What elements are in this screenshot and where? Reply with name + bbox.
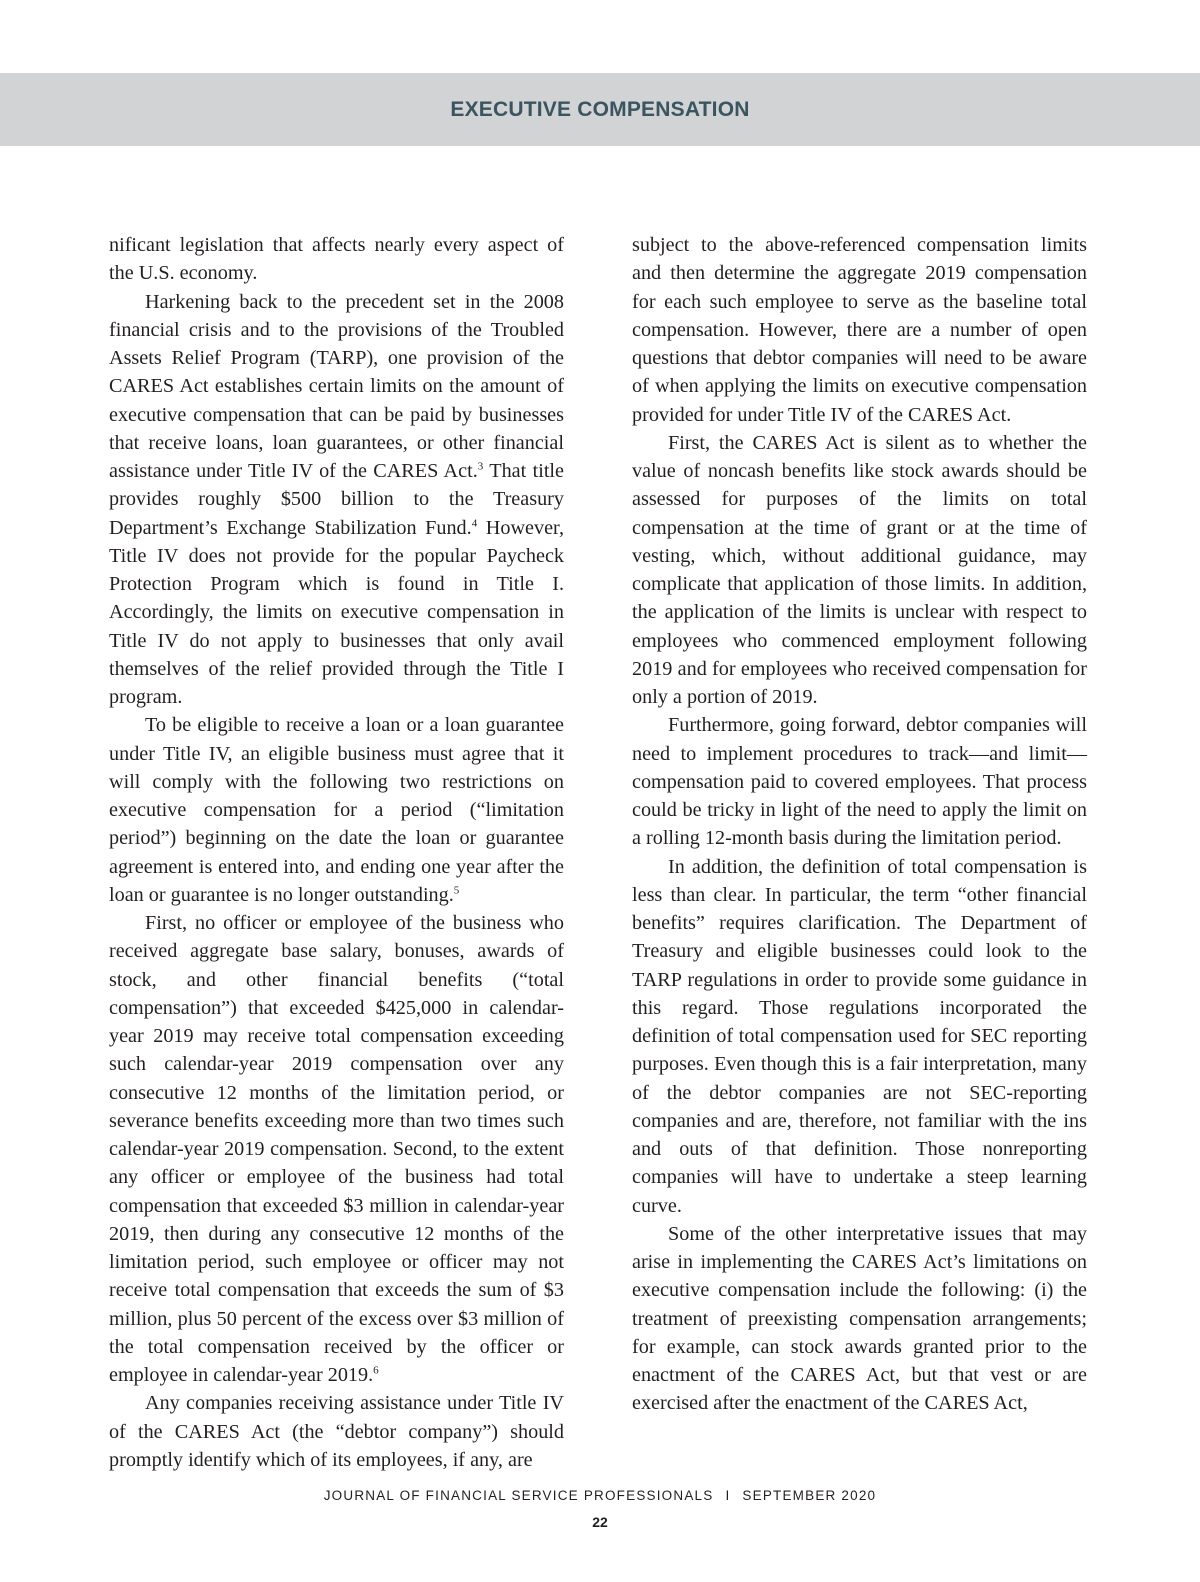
paragraph-text: First, no officer or employee of the business who received aggregate base salary, bonuses, awards of stock, and other financial benefits (“total compensation”) that exceeded $425,000 in calendar-year 2019 may receive total compensation exceeding such calendar-year 2019 compensation over any consecutive 12 months of the limitation period, or severance benefits exceeding more than two times such calendar-year 2019 compensation. Second, to the extent any officer or employee of the business had total compensation that exceeded $3 million in calendar-year 2019, then during any consecutive 12 months of the limitation period, such employee or officer may not receive total compensation that exceeds the sum of $3 million, plus 50 percent of the excess over $3 million of the total compensation received by the officer or employee in calendar-year 2019. xyxy=(109,912,564,1386)
paragraph: In addition, the definition of total compensation is less than clear. In particular, the term “other financial benefits” requires clarification. The Department of Treasury and eligible businesses could look to the TARP regulations in order to provide some guidance in this regard. Those regulations incorporated the definition of total compensation used for SEC reporting purposes. Even though this is a fair interpretation, many of the debtor companies are not SEC-reporting companies and are, therefore, not familiar with the ins and outs of that definition. Those nonreporting companies will have to undertake a steep learning curve. xyxy=(632,855,1087,1217)
paragraph-text: However, Title IV does not provide for the popular Paycheck Protection Program which is found in Title I. Accordingly, the limits on executive compensation in Title IV do not apply to businesses that only avail themselves of the relief provided through the Title I program. xyxy=(109,516,564,708)
paragraph: subject to the above-referenced compensation limits and then determine the aggregate 2019 compensation for each such employee to serve as the baseline total compensation. However, there are a number of open questions that debtor companies will need to be aware of when applying the limits on executive compensation provided for under Title IV of the CARES Act. xyxy=(632,234,1087,426)
paragraph-text: That title provides roughly $500 billion to the Treasury Department’s Exchange Stabilization Fund. xyxy=(109,460,564,539)
journal-name: JOURNAL OF FINANCIAL SERVICE PROFESSIONALS xyxy=(323,1488,714,1503)
footnote-ref: 5 xyxy=(453,884,460,897)
paragraph-text: Harkening back to the precedent set in the 2008 financial crisis and to the provisions of the Troubled Assets Relief Program (TARP), one provision of the CARES Act establishes certain limits on the amount of executive compensation that can be paid by businesses that receive loans, loan guarantees, or other financial assistance under Title IV of the CARES Act. xyxy=(109,290,564,482)
paragraph-text: To be eligible to receive a loan or a loan guarantee under Title IV, an eligible business must agree that it will comply with the following two restrictions on executive compensation for a period (“limitation period”) beginning on the date the loan or guarantee agreement is entered into, and ending one year after the loan or guarantee is no longer outstanding. xyxy=(109,714,564,906)
paragraph: nificant legislation that affects nearly every aspect of the U.S. economy. xyxy=(109,234,564,285)
footnote-ref: 4 xyxy=(471,516,478,529)
right-column xyxy=(632,231,1087,1418)
left-column xyxy=(109,231,564,1474)
footnote-ref: 6 xyxy=(373,1364,379,1377)
paragraph xyxy=(109,288,564,712)
paragraph: Furthermore, going forward, debtor companies will need to implement procedures to track—and limit—compensation paid to covered employees. That process could be tricky in light of the need to apply the limit on a rolling 12-month basis during the limitation period. xyxy=(632,714,1087,850)
section-title: EXECUTIVE COMPENSATION xyxy=(450,98,750,121)
paragraph: Any companies receiving assistance under Title IV of the CARES Act (the “debtor company”) should promptly identify which of its employees, if any, are xyxy=(109,1392,564,1471)
footer-journal-line xyxy=(0,1488,1200,1503)
footnote-ref: 3 xyxy=(477,460,484,473)
page-number: 22 xyxy=(592,1514,608,1530)
paragraph: Some of the other interpretative issues that may arise in implementing the CARES Act’s limitations on executive compensation include the following: (i) the treatment of preexisting compensation arrangements; for example, can stock awards granted prior to the enactment of the CARES Act, but that vest or are exercised after the enactment of the CARES Act, xyxy=(632,1222,1087,1415)
paragraph xyxy=(109,711,564,909)
paragraph xyxy=(109,909,564,1389)
paragraph: First, the CARES Act is silent as to whether the value of noncash benefits like stock awards should be assessed for purposes of the limits on total compensation at the time of grant or at the time of vesting, which, without additional guidance, may complicate that application of those limits. In addition, the application of the limits is unclear with respect to employees who commenced employment following 2019 and for employees who received compensation for only a portion of 2019. xyxy=(632,431,1087,708)
issue-date: SEPTEMBER 2020 xyxy=(742,1488,877,1503)
footer-separator: I xyxy=(725,1488,731,1503)
